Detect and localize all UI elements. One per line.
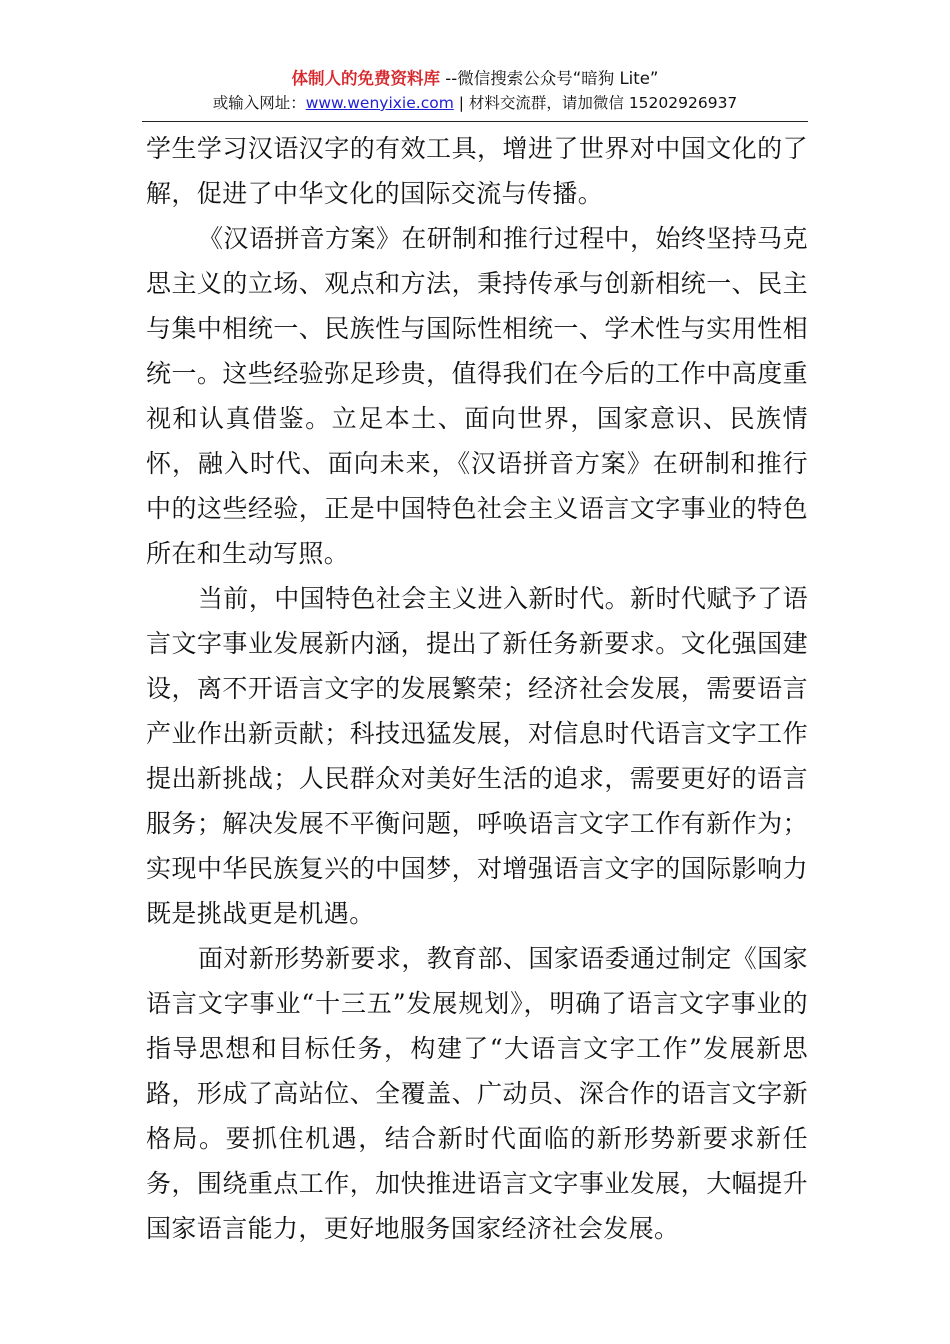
header-contact-line xyxy=(142,92,808,114)
website-link[interactable]: www.wenyixie.com xyxy=(305,94,454,112)
url-prefix-label: 或输入网址： xyxy=(212,94,306,112)
paragraph-4: 面对新形势新要求，教育部、国家语委通过制定《国家语言文字事业“十三五”发展规划》，明确了语言文字事业的指导思想和目标任务，构建了“大语言文字工作”发展新思路，形成了高站位、全覆盖、广动员、深合作的语言文字新格局。要抓住机遇，结合新时代面临的新形势新要求新任务，围绕重点工作，加快推进语言文字事业发展，大幅提升国家语言能力，更好地服务国家经济社会发展。 xyxy=(146,944,808,1243)
header-promo-line xyxy=(142,66,808,92)
paragraph-2: 《汉语拼音方案》在研制和推行过程中，始终坚持马克思主义的立场、观点和方法，秉持传承与创新相统一、民主与集中相统一、民族性与国际性相统一、学术性与实用性相统一。这些经验弥足珍贵，值得我们在今后的工作中高度重视和认真借鉴。立足本土、面向世界，国家意识、民族情怀，融入时代、面向未来，《汉语拼音方案》在研制和推行中的这些经验，正是中国特色社会主义语言文字事业的特色所在和生动写照。 xyxy=(146,224,808,568)
wechat-search-hint: --微信搜索公众号“暗狗 Lite” xyxy=(440,69,659,88)
page-header xyxy=(142,66,808,114)
paragraph-3: 当前，中国特色社会主义进入新时代。新时代赋予了语言文字事业发展新内涵，提出了新任务新要求。文化强国建设，离不开语言文字的发展繁荣；经济社会发展，需要语言产业作出新贡献；科技迅猛发展，对信息时代语言文字工作提出新挑战；人民群众对美好生活的追求，需要更好的语言服务；解决发展不平衡问题，呼唤语言文字工作有新作为；实现中华民族复兴的中国梦，对增强语言文字的国际影响力既是挑战更是机遇。 xyxy=(146,584,808,928)
paragraph-1: 学生学习汉语汉字的有效工具，增进了世界对中国文化的了解，促进了中华文化的国际交流与传播。 xyxy=(146,134,808,208)
brand-name: 体制人的免费资料库 xyxy=(291,69,441,88)
header-divider xyxy=(142,121,808,122)
wechat-group-hint: | 材料交流群，请加微信 15202926937 xyxy=(453,94,738,112)
document-body xyxy=(146,126,808,1251)
